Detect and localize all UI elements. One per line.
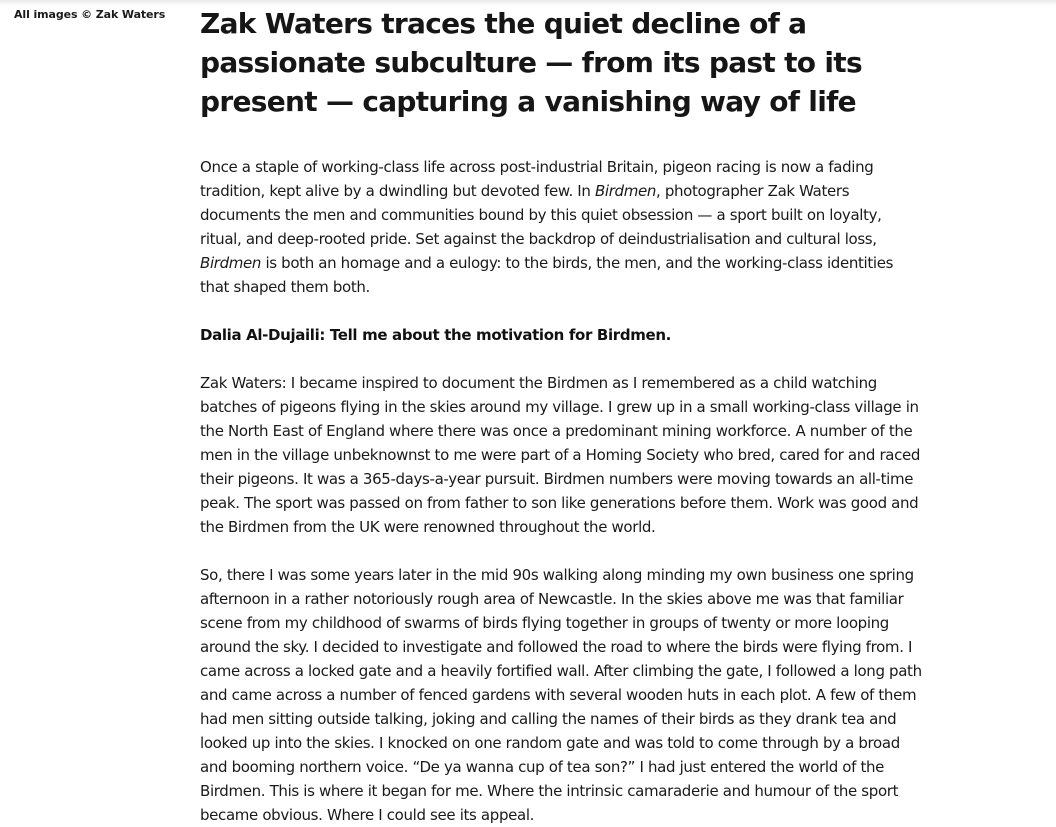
image-credit: All images © Zak Waters: [14, 8, 166, 21]
intro-text-1: Once a staple of working-class life across post-industrial Britain, pigeon racing is now a fading tradition, kept alive by a dwindling but devoted few. In: [200, 158, 874, 200]
intro-title-birdmen-2: Birdmen: [200, 254, 262, 272]
intro-text-2: , photographer Zak Waters documents the men and communities bound by this quiet obsession — a sport built on loyalty, ritual, and deep-rooted pride. Set against the backdrop of deindustrialisation and cultural loss,: [200, 182, 882, 248]
intro-title-birdmen-1: Birdmen: [594, 182, 657, 200]
article: [200, 0, 925, 827]
intro-text-3: is both an homage and a eulogy: to the birds, the men, and the working-class identities that shaped them both.: [200, 254, 894, 296]
interview-answer-paragraph-1: Zak Waters: I became inspired to document the Birdmen as I remembered as a child watching batches of pigeons flying in the skies around my village. I grew up in a small working-class village in the North East of England where there was once a predominant mining workforce. A number of the men in the village unbeknownst to me were part of a Homing Society who bred, cared for and raced their pigeons. It was a 365-days-a-year pursuit. Birdmen numbers were moving towards an all-time peak. The sport was passed on from father to son like generations before them. Work was good and the Birdmen from the UK were renowned throughout the world.: [200, 374, 921, 536]
interview-question: Dalia Al-Dujaili: Tell me about the motivation for Birdmen.: [200, 326, 671, 344]
interview-answer-paragraph-2: So, there I was some years later in the mid 90s walking along minding my own business one spring afternoon in a rather notoriously rough area of Newcastle. In the skies above me was that familiar scene from my childhood of swarms of birds flying together in groups of twenty or more looping around the sky. I decided to investigate and followed the road to where the birds were flying from. I came across a locked gate and a heavily fortified wall. After climbing the gate, I followed a long path and came across a number of fenced gardens with several wooden huts in each plot. A few of them had men sitting outside talking, joking and calling the names of their birds as they drank tea and looked up into the skies. I knocked on one random gate and was told to come through by a broad and booming northern voice. “De ya wanna cup of tea son?” I had just entered the world of the Birdmen. This is where it began for me. Where the intrinsic camaraderie and humour of the sport became obvious. Where I could see its appeal.: [200, 566, 922, 824]
article-intro: [200, 155, 925, 299]
article-headline: Zak Waters traces the quiet decline of a passionate subculture — from its past to its present — capturing a vanishing way of life: [200, 7, 862, 118]
